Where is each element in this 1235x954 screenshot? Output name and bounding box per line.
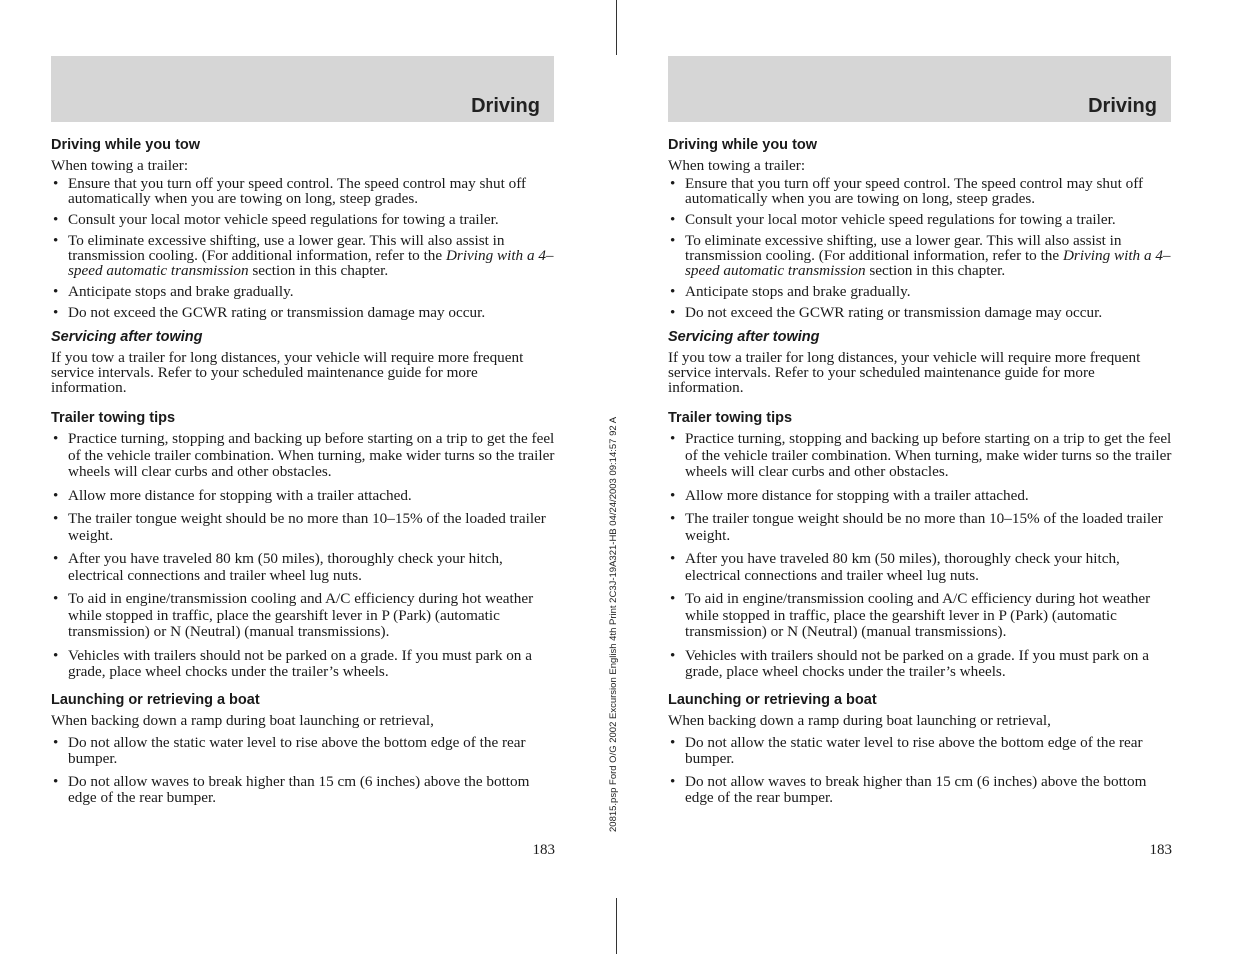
list-item: • Do not allow the static water level to rise above the bottom edge of the rear bumper. xyxy=(668,735,1172,767)
section-boat xyxy=(668,692,1172,806)
center-divider-top xyxy=(616,0,617,55)
section-intro: When towing a trailer: xyxy=(51,157,189,174)
right-page xyxy=(668,0,1172,954)
list-item xyxy=(668,233,1172,278)
list-item: • The trailer tongue weight should be no more than 10–15% of the loaded trailer weight. xyxy=(51,511,555,544)
section-reference: Driving with a 4–speed automatic transmission xyxy=(685,247,1171,279)
page-title: Driving xyxy=(471,95,540,117)
list-item-text: To eliminate excessive shifting, use a lower gear. This will also assist in transmission cooling. (For additional information, refer to the xyxy=(685,232,1122,264)
page-number: 183 xyxy=(532,842,555,858)
list-item: • Ensure that you turn off your speed control. The speed control may shut off automatically when you are towing on long, steep grades. xyxy=(51,176,555,206)
section-boat xyxy=(51,692,555,806)
page-header xyxy=(668,56,1171,122)
section-heading: Launching or retrieving a boat xyxy=(668,691,877,708)
list-item: • Anticipate stops and brake gradually. xyxy=(51,284,555,299)
list-item: • Vehicles with trailers should not be parked on a grade. If you must park on a grade, place wheel chocks under the trailer’s wheels. xyxy=(51,648,555,681)
section-heading: Driving while you tow xyxy=(51,137,201,153)
section-heading: Servicing after towing xyxy=(51,329,203,345)
bullet-list xyxy=(51,431,555,681)
bullet-list xyxy=(51,735,555,806)
center-divider-bottom xyxy=(616,898,617,954)
section-intro: When towing a trailer: xyxy=(668,157,806,174)
section-driving-while-tow xyxy=(668,137,1172,320)
list-item: • Do not allow waves to break higher than 15 cm (6 inches) above the bottom edge of the rear bumper. xyxy=(51,774,555,806)
page-header xyxy=(51,56,554,122)
section-heading: Driving while you tow xyxy=(668,137,818,153)
section-servicing xyxy=(668,329,1172,395)
list-item: • Practice turning, stopping and backing up before starting on a trip to get the feel of the vehicle trailer combination. When turning, make wider turns so the trailer wheels will clear curbs and other obstacles. xyxy=(51,431,555,481)
section-text: If you tow a trailer for long distances, your vehicle will require more frequent service intervals. Refer to your scheduled maintenance guide for more information. xyxy=(668,349,1141,396)
section-heading: Trailer towing tips xyxy=(668,410,793,426)
list-item: • Consult your local motor vehicle speed regulations for towing a trailer. xyxy=(51,212,555,227)
list-item: • To aid in engine/transmission cooling and A/C efficiency during hot weather while stopped in traffic, place the gearshift lever in P (Park) (automatic transmission) or N (Neutral) (manual transmissions). xyxy=(668,591,1172,641)
list-item: • After you have traveled 80 km (50 miles), thoroughly check your hitch, electrical connections and trailer wheel lug nuts. xyxy=(668,551,1172,584)
page-number: 183 xyxy=(1149,842,1172,858)
list-item-text: To eliminate excessive shifting, use a lower gear. This will also assist in transmission cooling. (For additional information, refer to the xyxy=(68,232,505,264)
page-content xyxy=(51,137,555,817)
list-item: • Practice turning, stopping and backing up before starting on a trip to get the feel of the vehicle trailer combination. When turning, make wider turns so the trailer wheels will clear curbs and other obstacles. xyxy=(668,431,1172,481)
list-item: • The trailer tongue weight should be no more than 10–15% of the loaded trailer weight. xyxy=(668,511,1172,544)
list-item: • Allow more distance for stopping with a trailer attached. xyxy=(51,488,555,505)
left-page xyxy=(51,0,555,954)
list-item: • To aid in engine/transmission cooling and A/C efficiency during hot weather while stopped in traffic, place the gearshift lever in P (Park) (automatic transmission) or N (Neutral) (manual transmissions). xyxy=(51,591,555,641)
page-content xyxy=(668,137,1172,817)
section-intro: When backing down a ramp during boat launching or retrieval, xyxy=(51,711,434,729)
list-item: • Ensure that you turn off your speed control. The speed control may shut off automatically when you are towing on long, steep grades. xyxy=(668,176,1172,206)
list-item: • Anticipate stops and brake gradually. xyxy=(668,284,1172,299)
list-item: • Allow more distance for stopping with a trailer attached. xyxy=(668,488,1172,505)
bullet-list xyxy=(51,176,555,320)
bullet-list xyxy=(668,176,1172,320)
list-item: • Consult your local motor vehicle speed regulations for towing a trailer. xyxy=(668,212,1172,227)
list-item-text: section in this chapter. xyxy=(252,262,389,279)
section-trailer-tips xyxy=(668,410,1172,681)
page-title: Driving xyxy=(1088,95,1157,117)
section-trailer-tips xyxy=(51,410,555,681)
list-item-text: section in this chapter. xyxy=(869,262,1006,279)
list-item: • Vehicles with trailers should not be parked on a grade. If you must park on a grade, place wheel chocks under the trailer’s wheels. xyxy=(668,648,1172,681)
section-servicing xyxy=(51,329,555,395)
list-item: • Do not exceed the GCWR rating or transmission damage may occur. xyxy=(51,305,555,320)
section-heading: Servicing after towing xyxy=(668,329,820,345)
section-intro: When backing down a ramp during boat launching or retrieval, xyxy=(668,711,1051,729)
section-heading: Trailer towing tips xyxy=(51,410,176,426)
section-reference: Driving with a 4–speed automatic transmission xyxy=(68,247,554,279)
bullet-list xyxy=(668,431,1172,681)
section-driving-while-tow xyxy=(51,137,555,320)
section-text: If you tow a trailer for long distances, your vehicle will require more frequent service intervals. Refer to your scheduled maintenance guide for more information. xyxy=(51,349,524,396)
section-heading: Launching or retrieving a boat xyxy=(51,691,260,708)
print-info-note: 20815.psp Ford O/G 2002 Excursion English 4th Print 2C3J-19A321-HB 04/24/2003 09:14:57 92 A xyxy=(608,416,619,832)
bullet-list xyxy=(668,735,1172,806)
list-item xyxy=(51,233,555,278)
list-item: • After you have traveled 80 km (50 miles), thoroughly check your hitch, electrical connections and trailer wheel lug nuts. xyxy=(51,551,555,584)
list-item: • Do not allow waves to break higher than 15 cm (6 inches) above the bottom edge of the rear bumper. xyxy=(668,774,1172,806)
list-item: • Do not allow the static water level to rise above the bottom edge of the rear bumper. xyxy=(51,735,555,767)
list-item: • Do not exceed the GCWR rating or transmission damage may occur. xyxy=(668,305,1172,320)
